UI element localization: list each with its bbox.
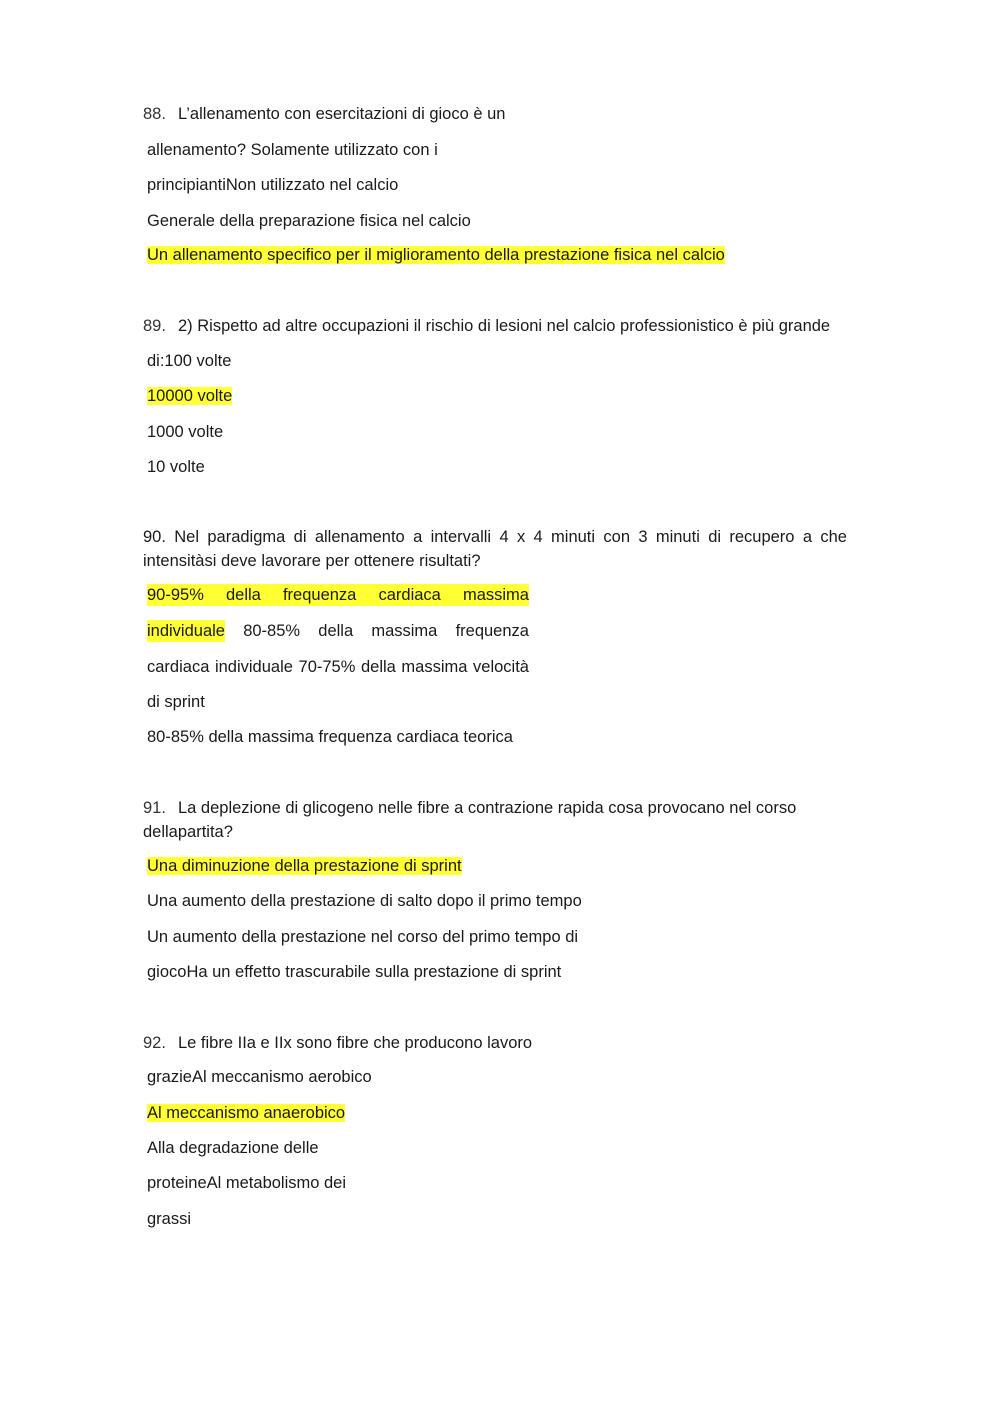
answer-word: frequenza [455, 622, 529, 640]
answer-word: 80-85% [243, 622, 301, 640]
answer-line: Una aumento della prestazione di salto dopo il primo tempo [147, 892, 582, 910]
answer-line: allenamento? Solamente utilizzato con i [147, 141, 438, 159]
answer-word: massima [371, 622, 438, 640]
question-word: x [516, 528, 526, 546]
question-number: 92. [143, 1034, 166, 1052]
question-text-continued: intensitàsi deve lavorare per ottenere risultati? [143, 552, 481, 570]
highlighted-answer: Un allenamento specifico per il miglioramento della prestazione fisica nel calcio [147, 246, 725, 264]
answer-word: della [360, 658, 396, 676]
question-text: La deplezione di glicogeno nelle fibre a contrazione rapida cosa provocano nel corso [178, 799, 797, 817]
answer-word: 90-95% [147, 586, 204, 604]
answer-line: Generale della preparazione fisica nel calcio [147, 212, 471, 230]
question-number: 88. [143, 105, 166, 123]
question-word: con [603, 528, 630, 546]
question-90 [143, 526, 847, 548]
question-number: 91. [143, 799, 166, 817]
question-92 [143, 1032, 532, 1054]
answer-line: principiantiNon utilizzato nel calcio [147, 176, 399, 194]
answer-line: di sprint [147, 693, 205, 711]
answer-word: frequenza [282, 586, 357, 604]
question-word: minuti [551, 528, 596, 546]
question-89 [143, 315, 830, 337]
question-word: 4 [499, 528, 509, 546]
answer-word: cardiaca [147, 658, 210, 676]
question-word: paradigma [207, 528, 286, 546]
highlighted-answer: Al meccanismo anaerobico [147, 1104, 346, 1122]
question-word: 4 [533, 528, 543, 546]
answer-line [147, 656, 529, 678]
answer-line: 10 volte [147, 458, 205, 476]
highlighted-answer: 10000 volte [147, 387, 233, 405]
question-word: recupero [729, 528, 795, 546]
question-number: 89. [143, 317, 166, 335]
highlighted-answer: individuale [147, 622, 225, 640]
answer-word: velocità [473, 658, 529, 676]
answer-line: di:100 volte [147, 352, 232, 370]
answer-line: Alla degradazione delle [147, 1139, 319, 1157]
question-text-continued: dellapartita? [143, 823, 233, 841]
question-word: allenamento [314, 528, 405, 546]
answer-line: grassi [147, 1210, 192, 1228]
answer-line: giocoHa un effetto trascurabile sulla prestazione di sprint [147, 963, 562, 981]
answer-word: cardiaca [378, 586, 441, 604]
question-word: a [413, 528, 423, 546]
answer-line: proteineAl metabolismo dei [147, 1174, 347, 1192]
question-88 [143, 103, 505, 125]
question-word: intervalli [430, 528, 492, 546]
answer-word: della [318, 622, 354, 640]
answer-line: 1000 volte [147, 423, 224, 441]
answer-line [147, 620, 529, 642]
answer-word: della [225, 586, 261, 604]
highlighted-answer: Una diminuzione della prestazione di sprint [147, 857, 462, 875]
question-word: che [820, 528, 847, 546]
highlighted-answer [147, 584, 529, 606]
question-91 [143, 797, 796, 819]
answer-line: Un aumento della prestazione nel corso del primo tempo di [147, 928, 579, 946]
question-text: 2) Rispetto ad altre occupazioni il rischio di lesioni nel calcio professionistico è più grande [178, 317, 831, 335]
question-text: Le fibre IIa e IIx sono fibre che producono lavoro [178, 1034, 533, 1052]
question-word: di [293, 528, 307, 546]
question-word: a [802, 528, 812, 546]
answer-word: 70-75% [298, 658, 356, 676]
answer-line: grazieAl meccanismo aerobico [147, 1068, 372, 1086]
question-word: minuti [655, 528, 700, 546]
answer-word: massima [401, 658, 468, 676]
question-text: L’allenamento con esercitazioni di gioco è un [178, 105, 506, 123]
question-word: di [708, 528, 722, 546]
answer-word: massima [462, 586, 529, 604]
answer-line: 80-85% della massima frequenza cardiaca teorica [147, 728, 513, 746]
question-word: 3 [638, 528, 648, 546]
question-word: Nel [174, 528, 200, 546]
question-number: 90. [143, 528, 166, 546]
answer-word: individuale [214, 658, 293, 676]
